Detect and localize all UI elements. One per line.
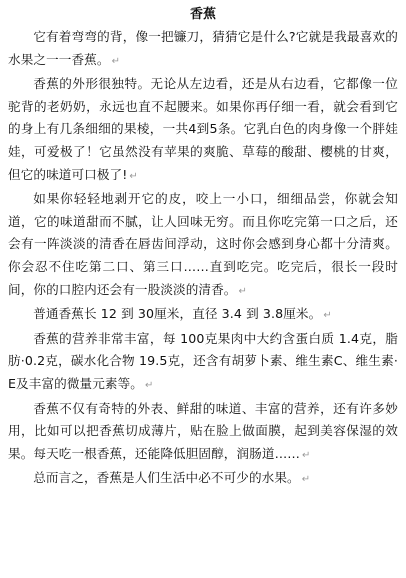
paragraph-mark-icon: ↵: [238, 285, 247, 297]
paragraph-conclusion: [8, 467, 398, 492]
paragraph-mark-icon: ↵: [129, 170, 138, 182]
paragraph-text: 香蕉的营养非常丰富，每 100克果肉中大约含蛋白质 1.4克，脂肪·0.2克，碳水化合物 19.5克，还含有胡萝卜素、维生素C、维生素·E及丰富的微量元素等。: [8, 330, 398, 391]
paragraph-text: 香蕉的外形很独特。无论从左边看，还是从右边看，它都像一位驼背的老奶奶，永远也直不起腰来。如果你再仔细一看，就会看到它的身上有几条细细的果棱，一共4到5条。它乳白色的肉身像一个胖娃娃，可爱极了！它虽然没有苹果的爽脆、草莓的酸甜、樱桃的甘爽，但它的味道可口极了!: [8, 76, 398, 182]
paragraph-mark-icon: ↵: [301, 449, 311, 461]
paragraph-intro: [8, 26, 398, 73]
paragraph-text: 香蕉不仅有奇特的外表、鲜甜的味道、丰富的营养，还有许多妙用，比如可以把香蕉切成薄片，贴在脸上做面膜，起到美容保湿的效果。每天吃一根香蕉，还能降低胆固醇，润肠道……: [8, 400, 398, 461]
paragraph-uses: [8, 398, 398, 468]
paragraph-text: 它有着弯弯的背，像一把镰刀，猜猜它是什么?它就是我最喜欢的水果之一一香蕉。: [8, 29, 398, 67]
paragraph-nutrition: [8, 328, 398, 398]
paragraph-mark-icon: ↵: [111, 55, 121, 67]
document-title: 香蕉: [189, 7, 216, 22]
paragraph-mark-icon: ↵: [301, 474, 311, 486]
paragraph-text: 如果你轻轻地剥开它的皮，咬上一小口，细细品尝，你就会知道，它的味道甜而不腻，让人回味无穷。而且你吃完第一口之后，还会有一阵淡淡的清香在唇齿间浮动，这时你会感到身心都十分清爽。你会忍不住吃第二口、第三口……直到吃完。吃完后，很长一段时间，你的口腔内还会有一股淡淡的清香。: [8, 191, 398, 297]
paragraph-size: [8, 303, 398, 328]
paragraph-mark-icon: ↵: [323, 310, 332, 322]
paragraph-text: 普通香蕉长 12 到 30厘米，直径 3.4 到 3.8厘米。: [33, 306, 322, 322]
paragraph-taste: [8, 188, 398, 303]
paragraph-mark-icon: ↵: [145, 379, 154, 391]
paragraph-appearance: [8, 73, 398, 188]
paragraph-text: 总而言之，香蕉是人们生活中必不可少的水果。: [33, 470, 300, 486]
